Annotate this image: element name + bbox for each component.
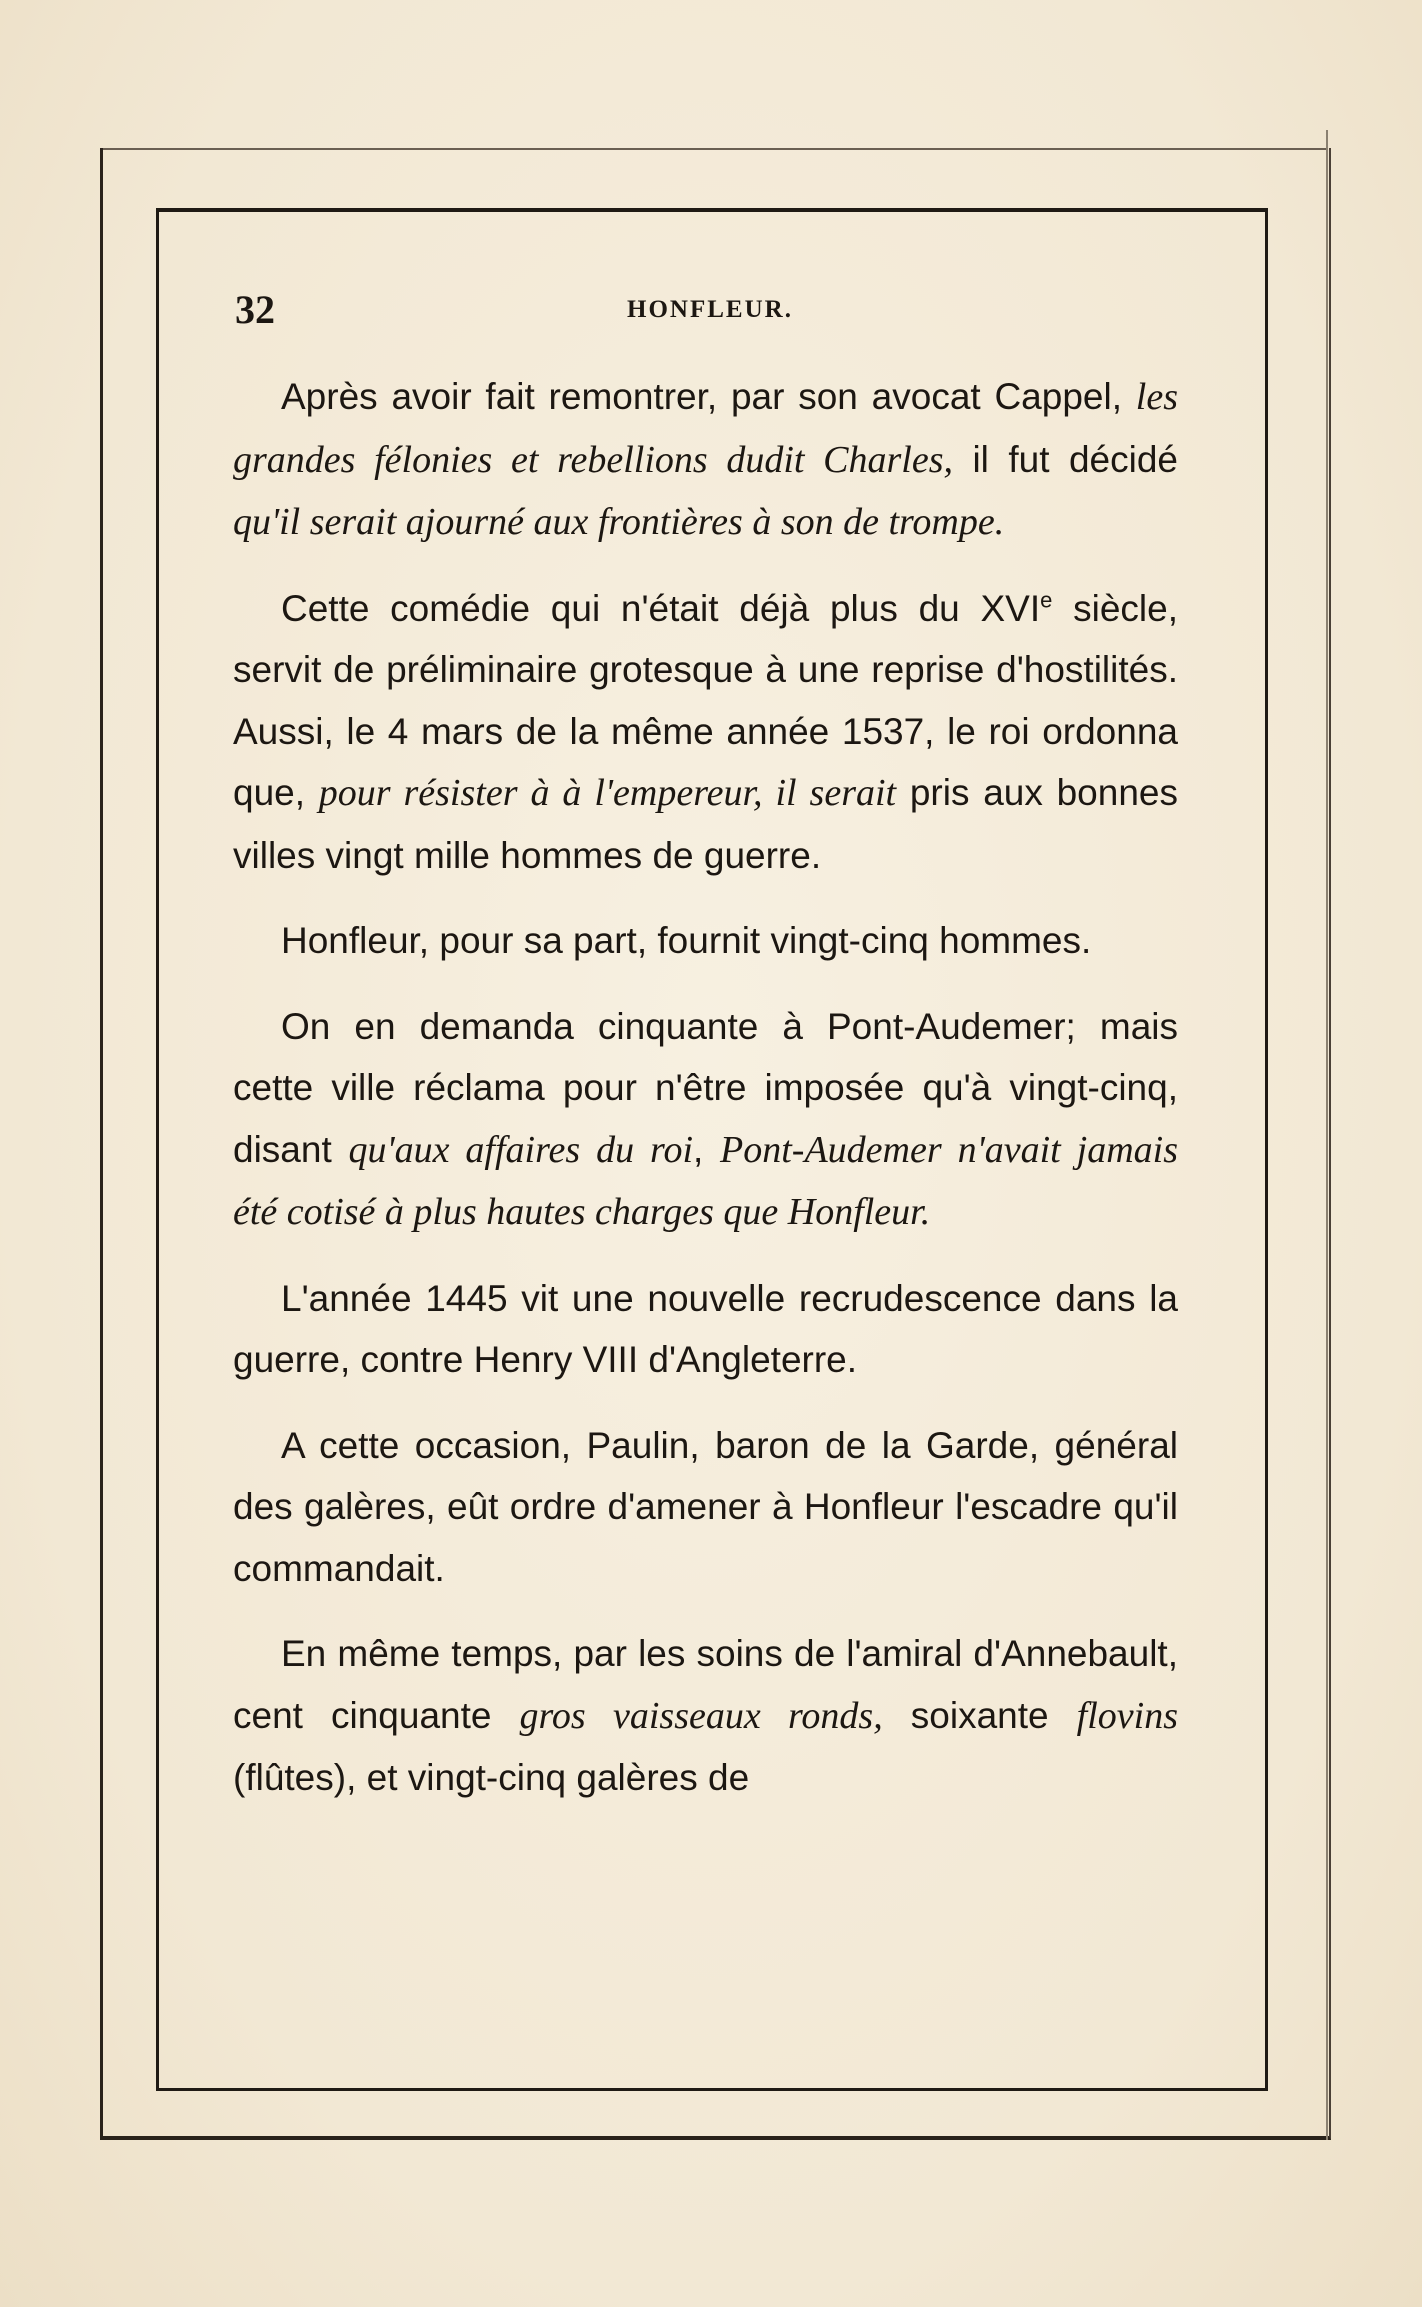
italic-text: pour résister à à l'empereur, il serait [318, 772, 897, 814]
page-header [235, 286, 1185, 346]
text-segment: pris aux bonnes villes vingt mille hommes de guerre. [233, 772, 1178, 876]
page-number: 32 [235, 287, 275, 332]
italic-text: qu'il serait ajourné aux frontières à son de trompe. [233, 501, 1005, 543]
text-segment: A cette occasion, Paulin, baron de la Garde, général des galères, eût ordre d'amener à Honfleur l'escadre qu'il commandait. [233, 1424, 1178, 1589]
text-segment: L'année 1445 vit une nouvelle recrudescence dans la guerre, contre Henry VIII d'Angleterre. [233, 1277, 1178, 1380]
italic-text: qu'aux affaires du roi [348, 1128, 693, 1171]
paragraph [233, 1623, 1178, 1809]
italic-text: flovins [1076, 1694, 1178, 1737]
paragraph [233, 1268, 1178, 1391]
text-segment: siècle, servit de préliminaire grotesque à une reprise d'hostilités. Aussi, le 4 mars de la même année 1537, le roi ordonna que, [233, 587, 1179, 813]
text-segment: il fut décidé [953, 438, 1178, 480]
text-segment: Honfleur, pour sa part, fournit vingt-cinq hommes. [281, 920, 1092, 961]
italic-text: les grandes félonies et rebellions dudit Charles, [233, 376, 1178, 481]
paragraph [233, 1415, 1178, 1600]
right-edge-rule [1326, 130, 1328, 2140]
running-head: HONFLEUR. [627, 296, 793, 323]
paragraph [233, 996, 1178, 1244]
text-segment: En même temps, par les soins de l'amiral d'Annebault, cent cinquante [233, 1633, 1178, 1736]
text-segment: (flûtes), et vingt-cinq galères de [233, 1757, 750, 1798]
text-segment: , [693, 1128, 721, 1170]
italic-text: gros vaisseaux ronds, [519, 1694, 883, 1737]
superscript-text: e [1040, 587, 1053, 613]
paragraph [233, 910, 1178, 972]
body-text [233, 366, 1178, 1833]
text-segment: soixante [882, 1694, 1077, 1736]
paragraph [233, 578, 1178, 887]
text-segment: Après avoir fait remontrer, par son avocat Cappel, [281, 376, 1136, 417]
text-segment: On en demanda cinquante à Pont-Audemer; mais cette ville réclama pour n'être imposée qu'à vingt-cinq, disant [233, 1005, 1178, 1170]
text-segment: Cette comédie qui n'était déjà plus du XVI [281, 587, 1041, 629]
paragraph [233, 366, 1178, 554]
italic-text: Pont-Audemer n'avait jamais été cotisé à plus hautes charges que Honfleur. [233, 1128, 1179, 1233]
